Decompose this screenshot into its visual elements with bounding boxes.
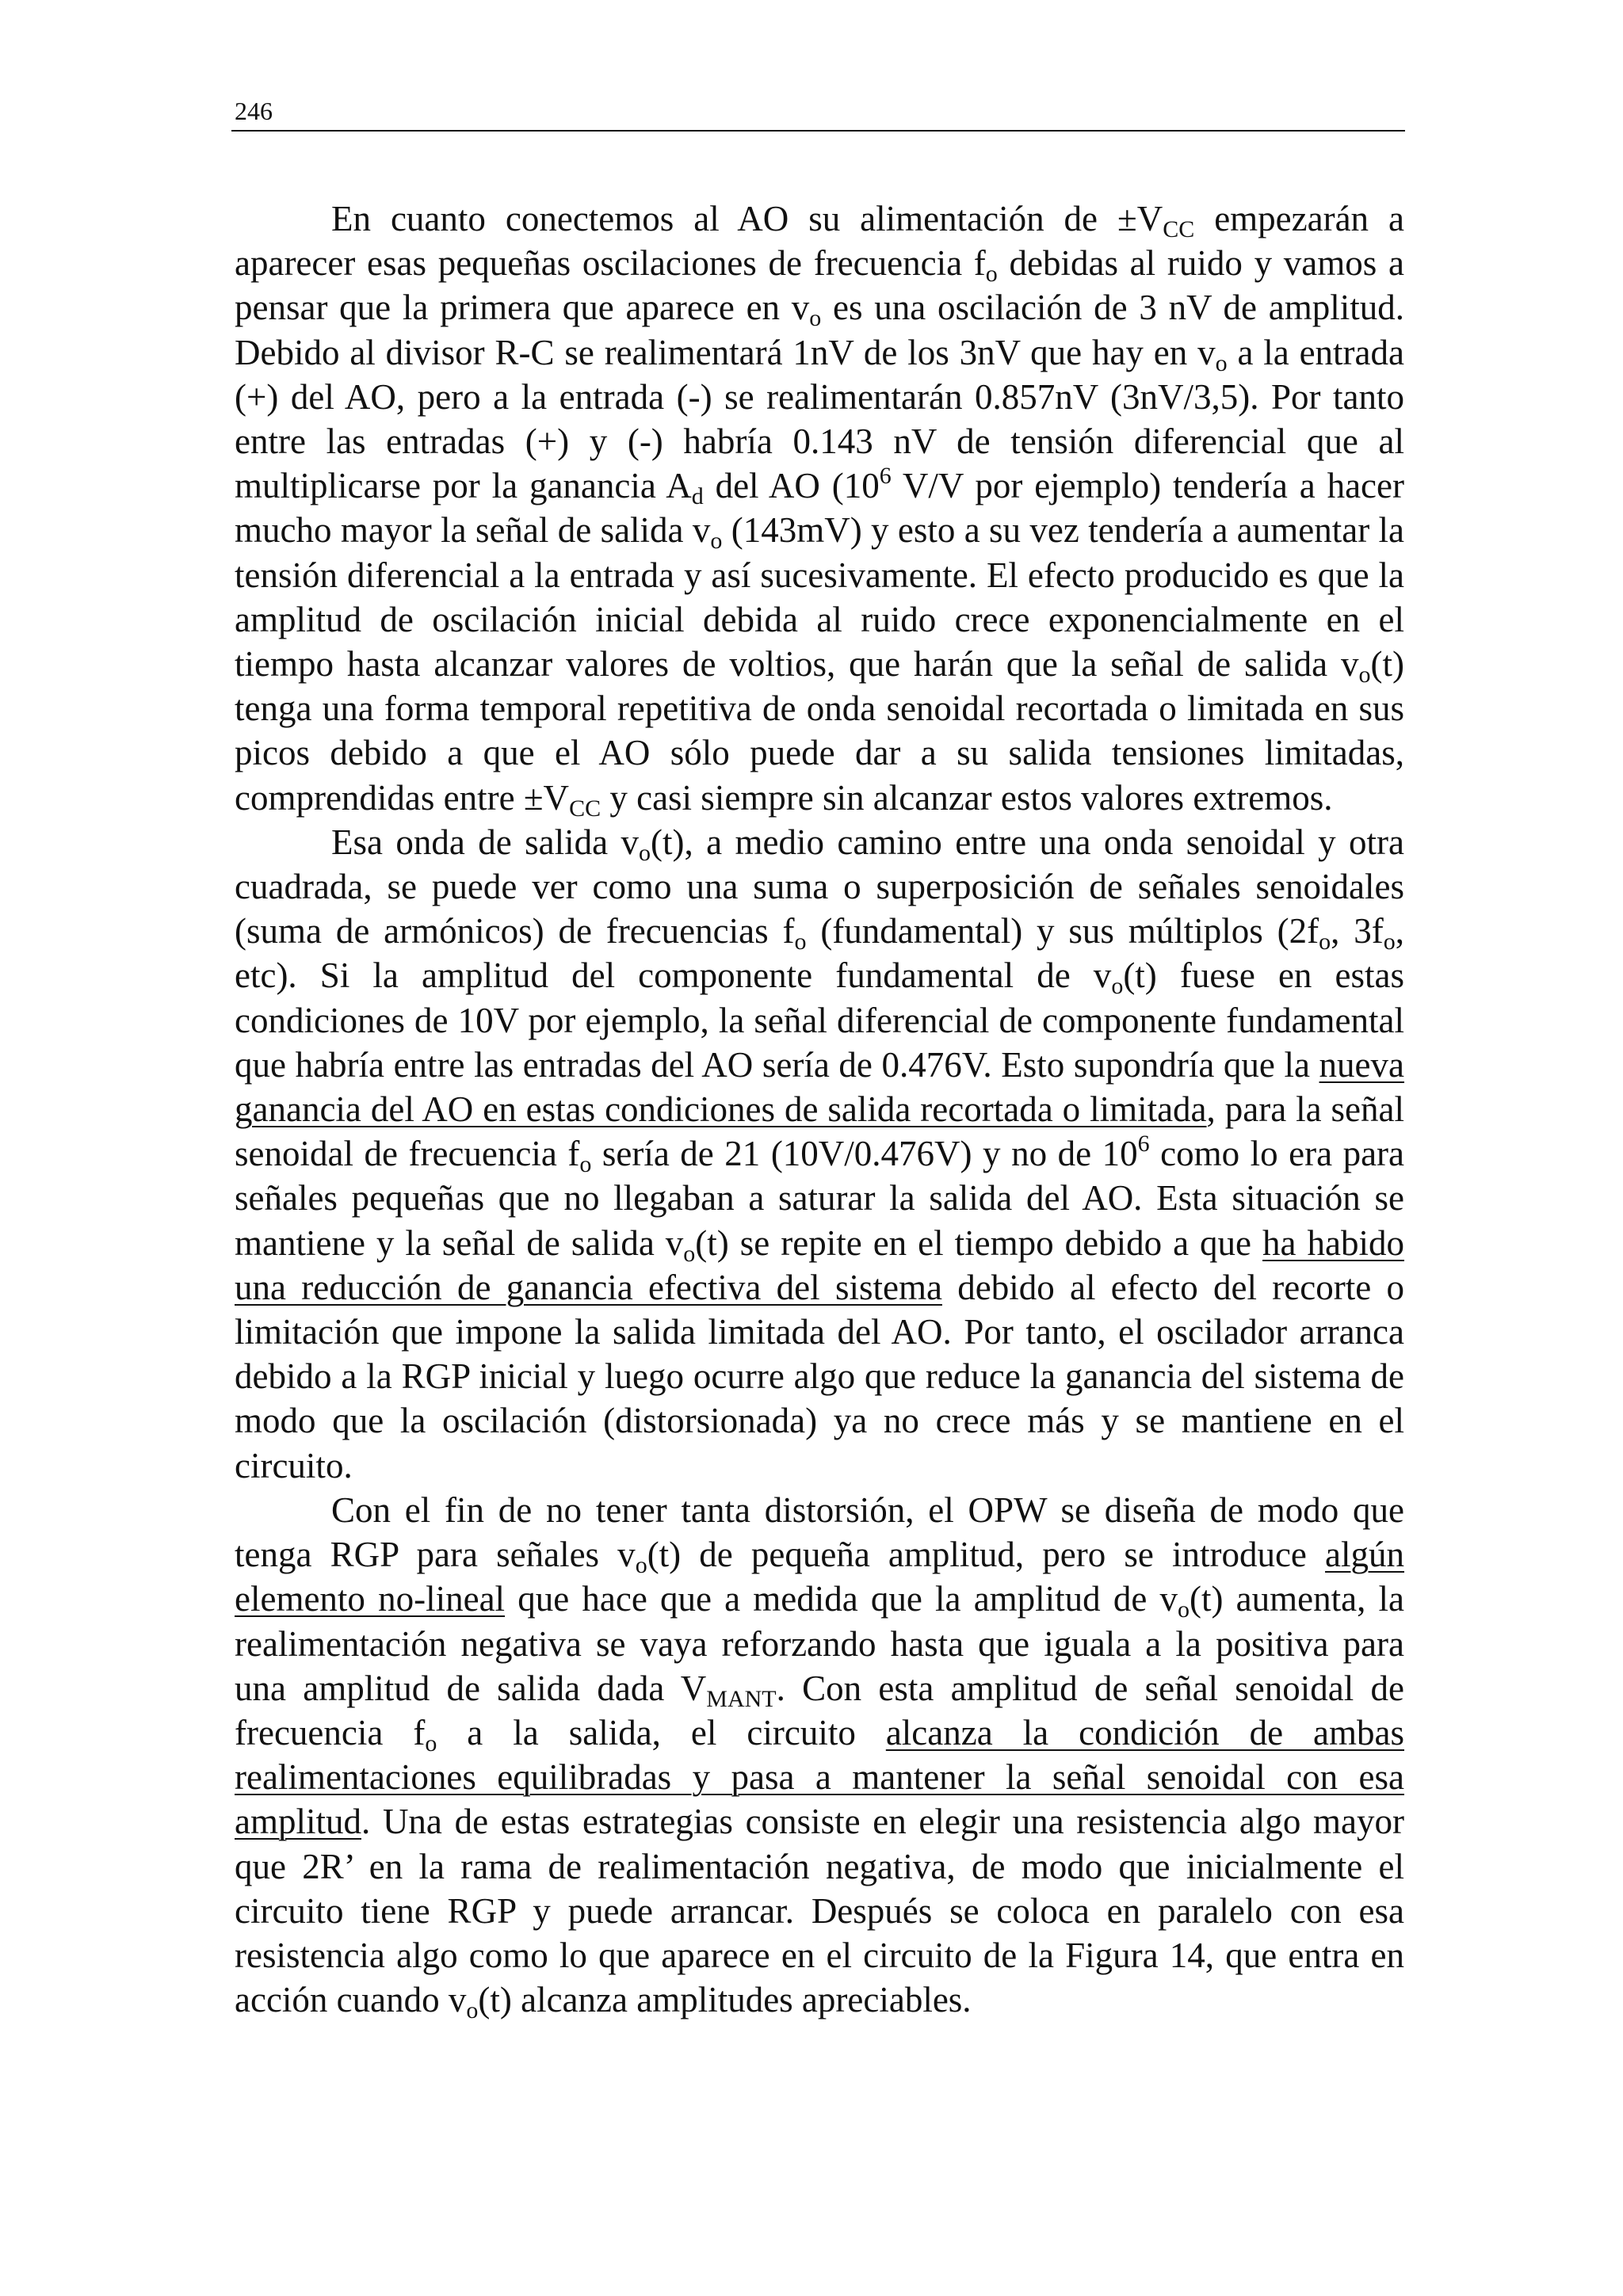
text-run: (t) se repite en el tiempo debido a que [695, 1222, 1263, 1263]
subscript: o [635, 1552, 647, 1579]
text-run: Esa onda de salida v [331, 822, 639, 862]
paragraph [235, 820, 1404, 1488]
subscript: d [691, 483, 704, 510]
text-run: V/V por ejemplo) tendería a hacer mucho mayor la señal de salida v [235, 466, 1404, 551]
text-run: Con el fin de no tener tanta distorsión, el OPW se diseña de modo que tenga RGP para señales v [235, 1489, 1404, 1575]
header-rule [231, 130, 1405, 132]
text-run: , etc). Si la amplitud del componente fundamental de v [235, 911, 1404, 996]
text-run: (t), a medio camino entre una onda senoidal y otra cuadrada, se puede ver como una suma o superposición de señales senoidales (suma de armónicos) de frecuencias f [235, 822, 1404, 952]
text-run: En cuanto conectemos al AO su alimentación de ±V [331, 199, 1163, 238]
text-run: (t) aumenta, la realimentación negativa se vaya reforzando hasta que iguala a la positiva para una amplitud de salida dada V [235, 1579, 1404, 1708]
text-run: (t) tenga una forma temporal repetitiva de onda senoidal recortada o limitada en sus picos debido a que el AO sólo puede dar a su salida tensiones limitadas, comprendidas entre ±V [235, 644, 1404, 818]
text-run: (fundamental) y sus múltiplos (2f [806, 911, 1319, 952]
text-run: a la salida, el circuito [437, 1712, 886, 1753]
subscript: o [985, 261, 998, 288]
paragraph [235, 1488, 1404, 2022]
subscript: o [1215, 349, 1228, 376]
text-run: a la entrada (+) del AO, pero a la entrada (-) se realimentarán 0.857nV (3nV/3,5). Por tanto entre las entradas (+) y (-) habría 0.143 nV de tensión diferencial que al multiplicarse por la ganancia A [235, 332, 1404, 506]
subscript: o [638, 839, 651, 866]
text-run: y casi siempre sin alcanzar estos valores extremos. [601, 777, 1333, 818]
text-run: (t) fuese en estas condiciones de 10V por ejemplo, la señal diferencial de componente fundamental que habría entre las entradas del AO sería de 0.476V. Esto supondría que la [235, 955, 1404, 1085]
subscript: o [1319, 929, 1331, 955]
superscript: 6 [879, 463, 892, 490]
text-run: (143mV) y esto a su vez tendería a aumentar la tensión diferencial a la entrada y así sucesivamente. El efecto producido es que la amplitud de oscilación inicial debida al ruido crece exponencialmente en el tiempo hasta alcanzar valores de voltios, que harán que la señal de salida v [235, 510, 1404, 685]
body-text [235, 196, 1404, 2022]
text-run: como lo era para señales pequeñas que no llegaban a saturar la salida del AO. Esta situación se mantiene y la señal de salida v [235, 1134, 1405, 1263]
subscript: o [466, 1997, 479, 2024]
superscript: 6 [1137, 1131, 1150, 1158]
paragraph [235, 196, 1404, 820]
underlined-text: alcanza la condición de ambas realimentaciones equilibradas y pasa a mantener la señal senoidal con esa amplitud [235, 1712, 1404, 1842]
subscript: o [1358, 662, 1371, 688]
text-run: . Una de estas estrategias consiste en elegir una resistencia algo mayor que 2R’ en la rama de realimentación negativa, de modo que inicialmente el circuito tiene RGP y puede arrancar. Después se coloca en paralelo con esa resistencia algo como lo que aparece en el circuito de la Figura 14, que entra en acción cuando v [235, 1802, 1404, 2020]
text-run: es una oscilación de 3 nV de amplitud. Debido al divisor R-C se realimentará 1nV de los 3nV que hay en v [235, 288, 1404, 372]
subscript: o [710, 528, 723, 555]
page-number: 246 [235, 97, 273, 125]
text-run: . Con esta amplitud de señal senoidal de frecuencia f [235, 1668, 1404, 1753]
subscript: o [579, 1151, 592, 1178]
text-run: que hace que a medida que la amplitud de v [505, 1579, 1178, 1619]
subscript: MANT [706, 1685, 777, 1712]
text-run: (t) alcanza amplitudes apreciables. [478, 1980, 972, 2020]
underlined-text: ha habido una reducción de ganancia efectiva del sistema [235, 1222, 1404, 1307]
text-run: , 3f [1331, 911, 1384, 952]
subscript: CC [569, 795, 601, 822]
subscript: o [1178, 1596, 1190, 1623]
subscript: o [683, 1240, 696, 1267]
text-run: debidas al ruido y vamos a pensar que la primera que aparece en v [235, 243, 1404, 328]
underlined-text: nueva ganancia del AO en estas condiciones de salida recortada o limitada [235, 1044, 1404, 1130]
subscript: CC [1163, 216, 1195, 242]
text-run: del AO (10 [703, 466, 880, 506]
text-run: empezarán a aparecer esas pequeñas oscilaciones de frecuencia f [235, 199, 1405, 284]
text-run: , para la señal senoidal de frecuencia f [235, 1089, 1404, 1174]
subscript: o [425, 1730, 437, 1756]
text-run: (t) de pequeña amplitud, pero se introduce [647, 1535, 1326, 1575]
subscript: o [1111, 973, 1124, 1000]
subscript: o [809, 305, 822, 332]
subscript: o [794, 929, 807, 955]
text-run: debido al efecto del recorte o limitación que impone la salida limitada del AO. Por tanto, el oscilador arranca debido a la RGP inicial y luego ocurre algo que reduce la ganancia del sistema de modo que la oscilación (distorsionada) ya no crece más y se mantiene en el circuito. [235, 1267, 1404, 1486]
text-run: sería de 21 (10V/0.476V) y no de 10 [591, 1134, 1138, 1174]
underlined-text: algún elemento no-lineal [235, 1535, 1404, 1619]
subscript: o [1383, 929, 1396, 955]
